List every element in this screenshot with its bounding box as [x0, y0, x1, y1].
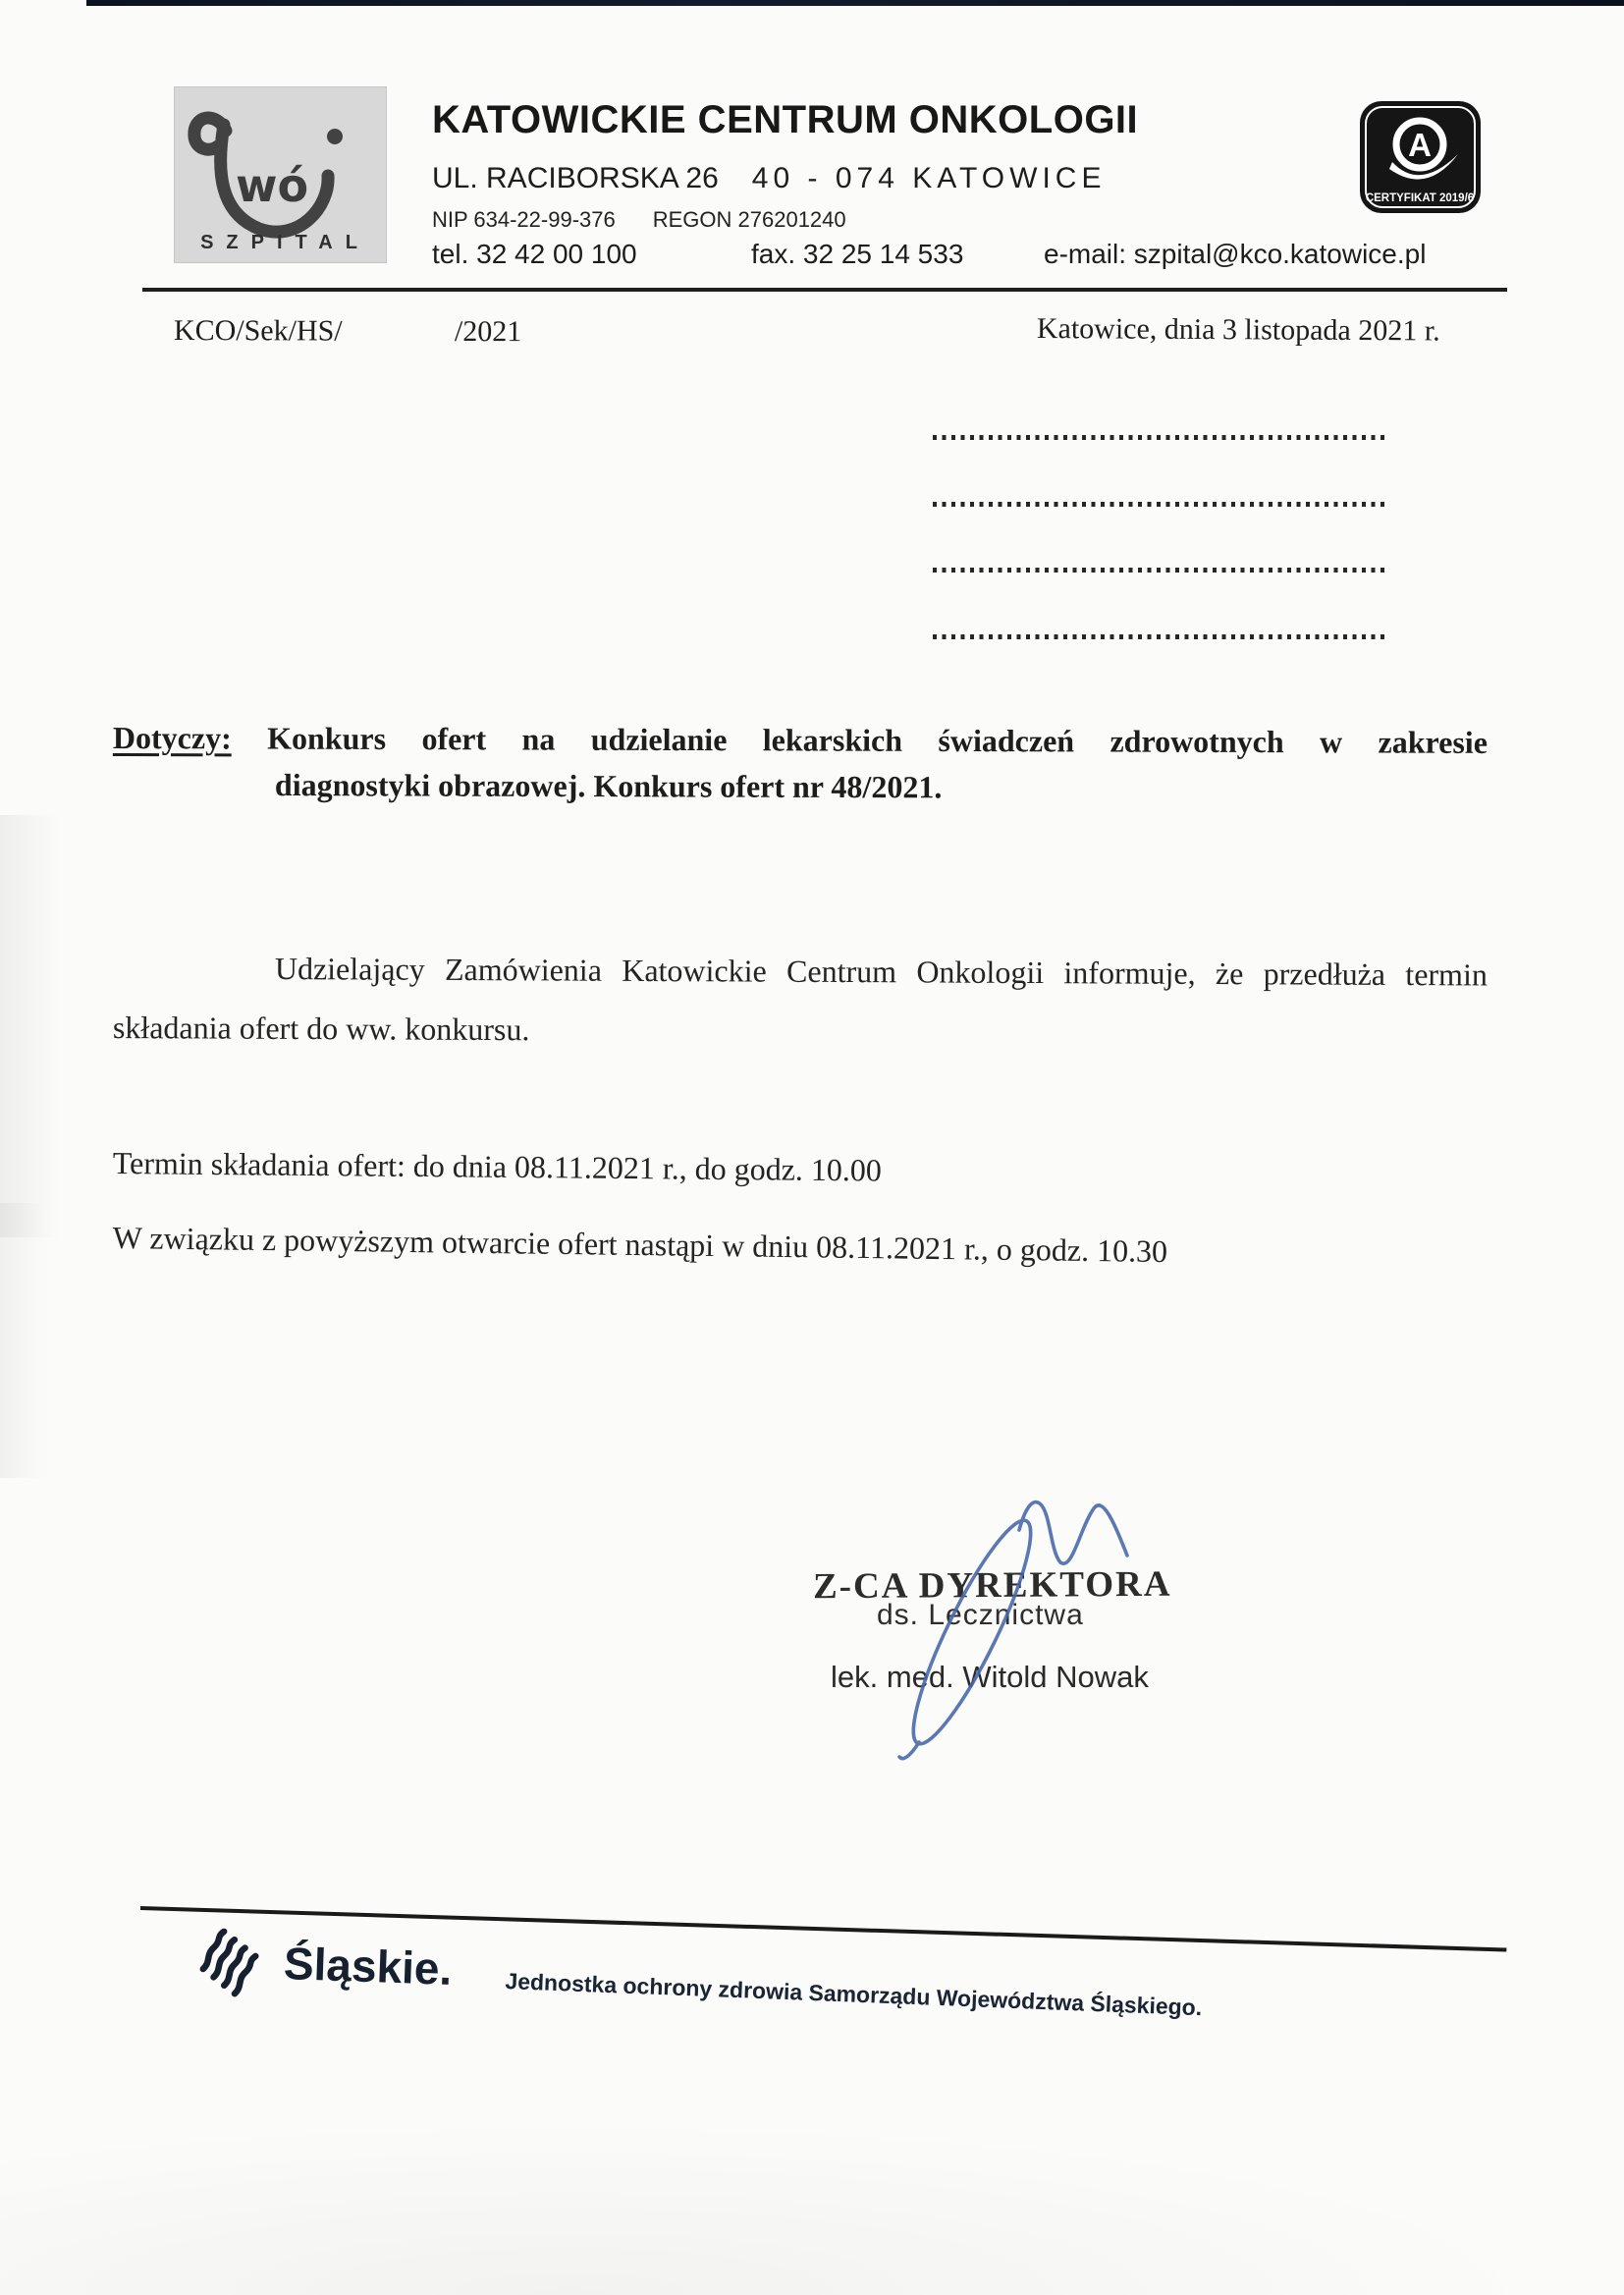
subject-label: Dotyczy: [112, 720, 232, 756]
organization-title: KATOWICKIE CENTRUM ONKOLOGII [432, 98, 1139, 141]
certificate-badge [1360, 101, 1481, 213]
email-address: e-mail: szpital@kco.katowice.pl [1044, 239, 1427, 269]
subject-line-2: diagnostyki obrazowej. Konkurs ofert nr 48/2021. [274, 767, 943, 805]
recipient-blank-line [933, 502, 1384, 507]
subject-text: Konkurs ofert na udzielanie lekarskich świadczeń zdrowotnych w zakresie [267, 720, 1489, 760]
body-paragraph-line-2: składania ofert do ww. konkursu. [112, 1010, 530, 1048]
scan-edge-artifact [86, 0, 1624, 6]
letter-date: Katowice, dnia 3 listopada 2021 r. [1036, 312, 1440, 348]
quality-certificate-icon [1360, 101, 1481, 213]
scan-shadow [0, 2102, 1624, 2295]
scan-shadow [0, 1203, 47, 1478]
submission-deadline-line: Termin składania ofert: do dnia 08.11.2021 r., do godz. 10.00 [112, 1145, 883, 1188]
logo-szpital-label: SZPITAL [200, 232, 370, 253]
logo-script-text: wó [236, 159, 309, 212]
recipient-blank-line [933, 568, 1384, 573]
hospital-logo [174, 86, 387, 263]
offer-opening-line: W związku z powyższym otwarcie ofert nastąpi w dniu 08.11.2021 r., o godz. 10.30 [112, 1220, 1168, 1270]
reference-prefix: KCO/Sek/HS/ [173, 314, 343, 348]
badge-letter: A [1408, 127, 1432, 163]
scan-shadow [0, 815, 61, 1237]
header-divider [142, 288, 1507, 292]
phone-number: tel. 32 42 00 100 [432, 239, 637, 269]
registry-line [432, 207, 846, 233]
signer-title: Z-CA DYREKTORA [812, 1563, 1172, 1608]
subject-line-1 [113, 720, 1488, 761]
slaskie-waves-icon [197, 1928, 262, 2000]
postal-city: 40 - 074 KATOWICE [751, 162, 1107, 194]
reference-year: /2021 [454, 314, 522, 349]
fax-number: fax. 32 25 14 533 [751, 239, 964, 269]
footer-tagline: Jednostka ochrony zdrowia Samorządu Województwa Śląskiego. [505, 1968, 1203, 2021]
signer-name: lek. med. Witold Nowak [831, 1660, 1149, 1694]
nip-number: NIP 634-22-99-376 [432, 207, 616, 232]
footer-brand: Śląskie. [283, 1937, 454, 1994]
regon-number: REGON 276201240 [652, 207, 846, 232]
reference-number [173, 314, 522, 349]
recipient-blank-line [933, 435, 1384, 440]
badge-certificate-text: CERTYFIKAT 2019/6 [1365, 192, 1475, 204]
handwritten-signature-icon [766, 1463, 1178, 1797]
street: UL. RACIBORSKA 26 [432, 162, 719, 194]
signer-department: ds. Lecznictwa [877, 1599, 1084, 1631]
address-line [432, 162, 1106, 195]
recipient-blank-line [933, 634, 1384, 639]
body-paragraph-line-1: Udzielający Zamówienia Katowickie Centrum Onkologii informuje, że przedłuża termin [274, 951, 1488, 993]
